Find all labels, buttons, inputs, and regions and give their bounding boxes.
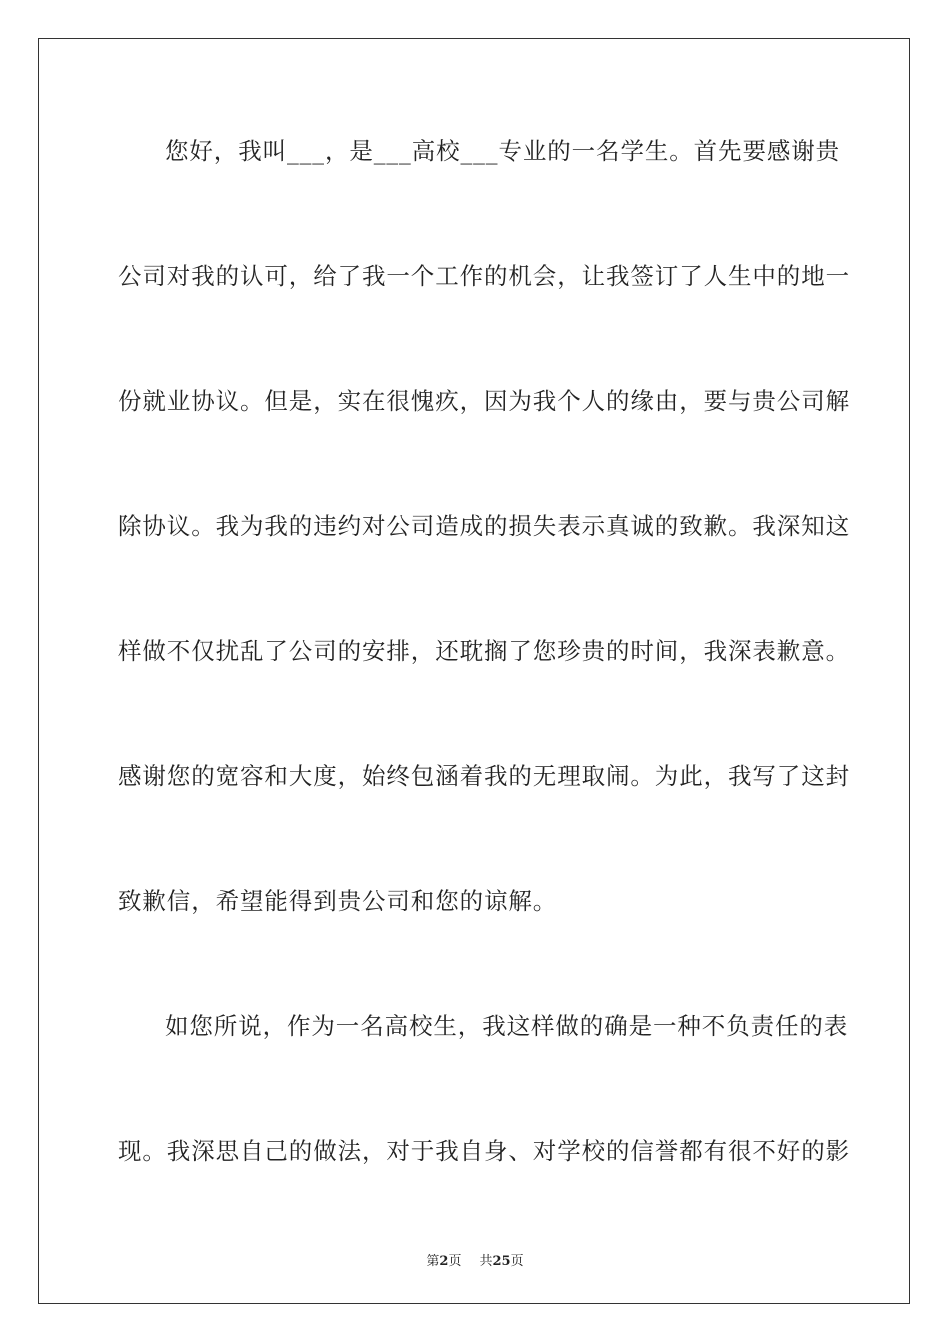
paragraph-2-line-2: 现。我深思自己的做法，对于我自身、对学校的信誉都有很不好的影 <box>118 1137 850 1165</box>
paragraph-1-line-5: 样做不仅扰乱了公司的安排，还耽搁了您珍贵的时间，我深表歉意。 <box>118 637 850 665</box>
paragraph-1-line-6: 感谢您的宽容和大度，始终包涵着我的无理取闹。为此，我写了这封 <box>118 762 850 790</box>
paragraph-1-line-7: 致歉信，希望能得到贵公司和您的谅解。 <box>118 887 558 915</box>
paragraph-2-line-1: 如您所说，作为一名高校生，我这样做的确是一种不负责任的表 <box>165 1012 849 1040</box>
page-footer <box>0 1250 950 1269</box>
paragraph-1-line-1: 您好，我叫___，是___高校___专业的一名学生。首先要感谢贵 <box>165 137 841 165</box>
paragraph-1-line-4: 除协议。我为我的违约对公司造成的损失表示真诚的致歉。我深知这 <box>118 512 850 540</box>
page-number: 第2页 <box>426 1254 462 1269</box>
paragraph-1-line-3: 份就业协议。但是，实在很愧疚，因为我个人的缘由，要与贵公司解 <box>118 387 850 415</box>
page-border <box>38 38 910 1304</box>
paragraph-1-line-2: 公司对我的认可，给了我一个工作的机会，让我签订了人生中的地一 <box>118 262 850 290</box>
page-total: 共25页 <box>479 1254 524 1269</box>
